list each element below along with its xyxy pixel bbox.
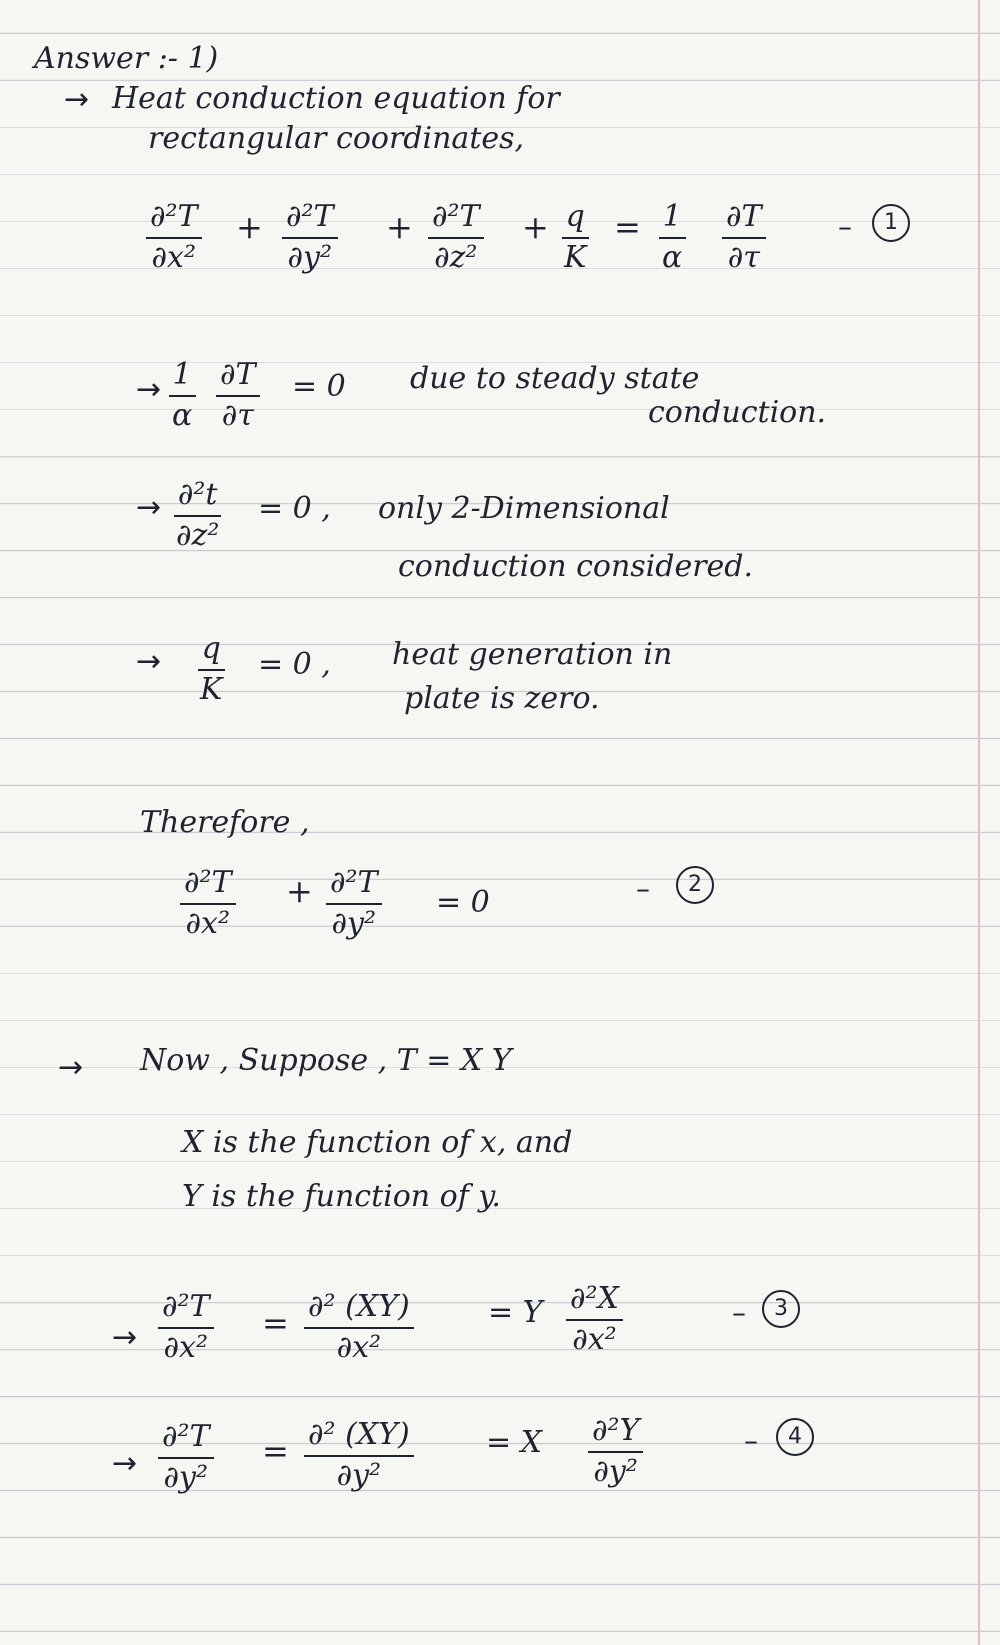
eq1-term3-den: ∂z² xyxy=(434,239,478,275)
equation-number-3: 3 xyxy=(762,1290,800,1328)
answer-label: Answer :- 1) xyxy=(34,41,219,76)
steady-frac2 xyxy=(216,358,260,433)
eq4-lhs-num: ∂²T xyxy=(158,1420,214,1459)
steady-note-2: conduction. xyxy=(648,395,827,430)
eq2-term1-den: ∂x² xyxy=(185,905,231,941)
eq4-mid-num: ∂² (XY) xyxy=(304,1418,414,1457)
eq4-rhs-den: ∂y² xyxy=(593,1453,638,1489)
dash: – xyxy=(732,1296,746,1329)
eq1-term2-den: ∂y² xyxy=(287,239,333,275)
eq1-term1-num: ∂²T xyxy=(146,200,202,239)
equals-sign: = xyxy=(262,1432,289,1470)
eq3-rhs-den: ∂x² xyxy=(572,1321,617,1357)
arrow-icon: → xyxy=(58,1050,84,1085)
twod-rhs: = 0 , xyxy=(258,491,331,526)
arrow-icon: → xyxy=(112,1446,138,1481)
equation-number-4: 4 xyxy=(776,1418,814,1456)
arrow-icon: → xyxy=(136,490,162,525)
eq1-term1 xyxy=(146,200,202,275)
arrow-icon: → xyxy=(136,644,162,679)
eq3-rhs xyxy=(566,1282,623,1357)
suppose-line-3: Y is the function of y. xyxy=(182,1179,501,1214)
steady-note-1: due to steady state xyxy=(410,361,700,396)
twod-frac xyxy=(172,478,223,553)
eq2-term2 xyxy=(326,866,382,941)
gen-note-1: heat generation in xyxy=(392,637,673,672)
arrow-icon: → xyxy=(112,1320,138,1355)
gen-num: q xyxy=(198,632,225,671)
dash: – xyxy=(636,872,650,905)
equation-number-2: 2 xyxy=(676,866,714,904)
eq4-rhs xyxy=(588,1414,643,1489)
arrow-icon: → xyxy=(64,82,90,117)
suppose-line: Now , Suppose , T = X Y xyxy=(140,1043,512,1078)
plus-sign: + xyxy=(386,208,413,246)
eq3-mid-den: ∂x² xyxy=(336,1329,382,1365)
eq1-term4-num: q xyxy=(562,200,589,239)
eq3-lhs-den: ∂x² xyxy=(163,1329,209,1365)
eq1-term3 xyxy=(428,200,484,275)
eq2-term1-num: ∂²T xyxy=(180,866,236,905)
eq1-term1-den: ∂x² xyxy=(151,239,197,275)
eq4-mid-den: ∂y² xyxy=(336,1457,382,1493)
equals-sign: = xyxy=(262,1304,289,1342)
eq2-term2-num: ∂²T xyxy=(326,866,382,905)
plus-sign: + xyxy=(236,208,263,246)
equation-number-1: 1 xyxy=(872,204,910,242)
eq2-term1 xyxy=(180,866,236,941)
arrow-icon: → xyxy=(136,372,162,407)
eq1-rhs1-num: 1 xyxy=(659,200,686,239)
steady-rhs: = 0 xyxy=(292,369,346,404)
eq1-term4 xyxy=(560,200,590,275)
intro-line-1: Heat conduction equation for xyxy=(112,81,560,116)
eq1-rhs1-den: α xyxy=(662,239,683,275)
eq2-term2-den: ∂y² xyxy=(331,905,377,941)
twod-note-1: only 2-Dimensional xyxy=(378,491,670,526)
gen-note-2: plate is zero. xyxy=(404,681,600,716)
steady-frac2-den: ∂τ xyxy=(221,397,254,433)
eq4-lhs-den: ∂y² xyxy=(163,1459,209,1495)
eq1-term4-den: K xyxy=(564,239,587,275)
twod-num: ∂²t xyxy=(174,478,222,517)
dash: – xyxy=(744,1424,758,1457)
steady-frac1 xyxy=(168,358,196,433)
eq1-term2 xyxy=(282,200,338,275)
twod-note-2: conduction considered. xyxy=(398,549,754,584)
gen-rhs: = 0 , xyxy=(258,647,331,682)
eq1-rhs2 xyxy=(722,200,766,275)
steady-frac1-den: α xyxy=(172,397,193,433)
eq3-lhs xyxy=(158,1290,214,1365)
eq4-rhs-num: ∂²Y xyxy=(588,1414,643,1453)
eq1-rhs1 xyxy=(658,200,686,275)
eq3-mid xyxy=(304,1290,414,1365)
margin-line xyxy=(978,0,980,1645)
gen-den: K xyxy=(200,671,223,707)
eq3-lhs-num: ∂²T xyxy=(158,1290,214,1329)
eq1-term3-num: ∂²T xyxy=(428,200,484,239)
eq1-rhs2-den: ∂τ xyxy=(727,239,760,275)
intro-line-2: rectangular coordinates, xyxy=(148,121,525,156)
eq3-rhs-num: ∂²X xyxy=(566,1282,623,1321)
eq4-lhs xyxy=(158,1420,214,1495)
eq3-rhs-prefix: = Y xyxy=(488,1295,543,1330)
eq2-rhs: = 0 xyxy=(436,885,490,920)
eq1-rhs2-num: ∂T xyxy=(722,200,766,239)
eq4-mid xyxy=(304,1418,414,1493)
steady-frac2-num: ∂T xyxy=(216,358,260,397)
dash: – xyxy=(838,210,852,243)
steady-frac1-num: 1 xyxy=(169,358,196,397)
gen-frac xyxy=(196,632,226,707)
therefore-label: Therefore , xyxy=(140,805,310,840)
eq1-term2-num: ∂²T xyxy=(282,200,338,239)
plus-sign: + xyxy=(522,208,549,246)
twod-den: ∂z² xyxy=(176,517,220,553)
suppose-line-2: X is the function of x, and xyxy=(182,1125,573,1160)
equals-sign: = xyxy=(614,208,641,246)
eq4-rhs-prefix: = X xyxy=(486,1425,543,1460)
eq3-mid-num: ∂² (XY) xyxy=(304,1290,414,1329)
plus-sign: + xyxy=(286,872,313,910)
